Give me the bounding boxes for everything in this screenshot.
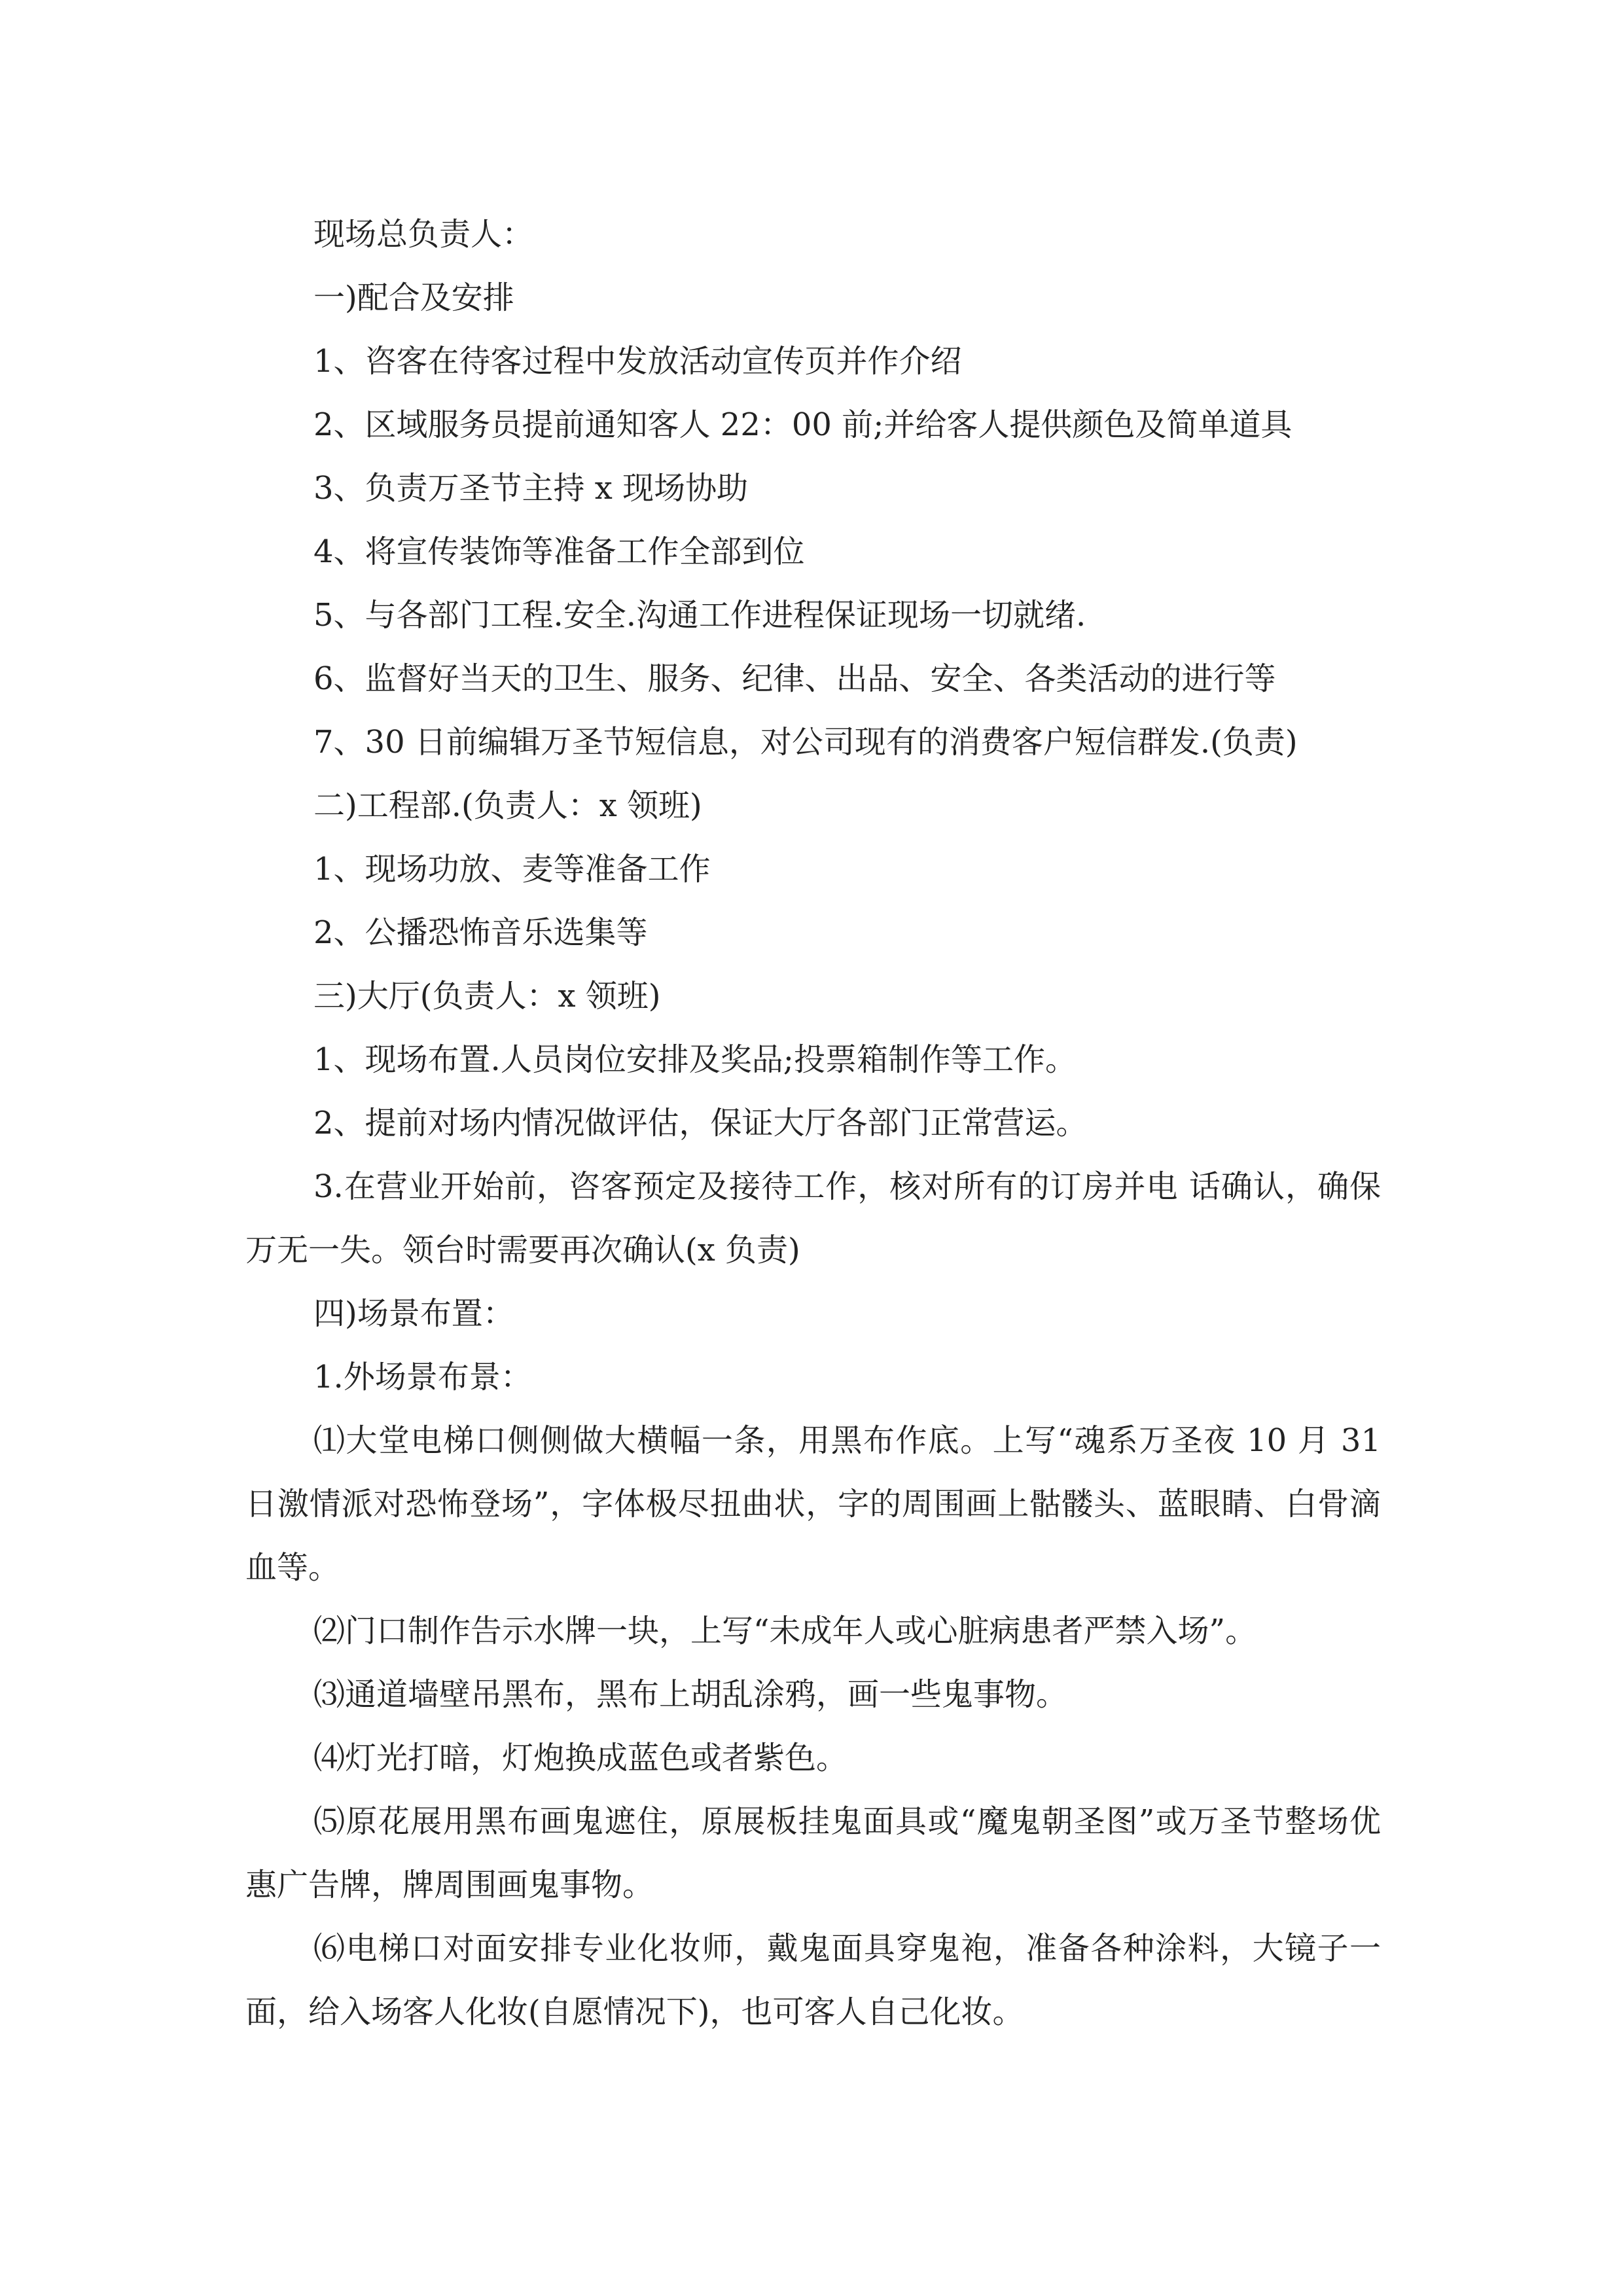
list-item: 5、与各部门工程.安全.沟通工作进程保证现场一切就绪. [313, 597, 1086, 634]
document-body [245, 203, 1381, 2044]
list-item: 7、30 日前编辑万圣节短信息，对公司现有的消费客户短信群发.(负责) [313, 724, 1298, 761]
list-item: 2、公播恐怖音乐选集等 [313, 914, 648, 951]
section-heading: 二)工程部.(负责人：x 领班) [313, 787, 702, 824]
list-item: 1、现场功放、麦等准备工作 [313, 851, 711, 888]
list-item-paragraph: 3.在营业开始前，咨客预定及接待工作，核对所有的订房并电 话确认，确保万无一失。领台时需要再次确认(x 负责) [245, 1168, 1381, 1268]
scene-item: ⑹电梯口对面安排专业化妆师，戴鬼面具穿鬼袍，准备各种涂料，大镜子一面，给入场客人化妆(自愿情况下)，也可客人自己化妆。 [245, 1930, 1381, 2030]
list-item: 2、区域服务员提前通知客人 22：00 前;并给客人提供颜色及简单道具 [313, 406, 1293, 443]
scene-item: ⑶通道墙壁吊黑布，黑布上胡乱涂鸦，画一些鬼事物。 [313, 1676, 1068, 1713]
list-item: 3、负责万圣节主持 x 现场协助 [313, 470, 749, 507]
list-item: 1、现场布置.人员岗位安排及奖品;投票箱制作等工作。 [313, 1041, 1077, 1078]
scene-item: ⑴大堂电梯口侧侧做大横幅一条，用黑布作底。上写“魂系万圣夜 10 月 31 日激情派对恐怖登场”，字体极尽扭曲状，字的周围画上骷髅头、蓝眼睛、白骨滴血等。 [245, 1422, 1381, 1586]
list-item: 1、咨客在待客过程中发放活动宣传页并作介绍 [313, 343, 962, 380]
scene-item: ⑸原花展用黑布画鬼遮住，原展板挂鬼面具或“魔鬼朝圣图”或万圣节整场优惠广告牌，牌周围画鬼事物。 [245, 1803, 1381, 1903]
subsection-heading: 1.外场景布景： [313, 1359, 532, 1395]
scene-item: ⑵门口制作告示水牌一块，上写“未成年人或心脏病患者严禁入场”。 [313, 1613, 1257, 1649]
scene-item: ⑷灯光打暗，灯炮换成蓝色或者紫色。 [313, 1740, 848, 1776]
list-item: 2、提前对场内情况做评估，保证大厅各部门正常营运。 [313, 1105, 1088, 1141]
section-heading: 一)配合及安排 [313, 279, 514, 316]
section-heading: 四)场景布置： [313, 1295, 514, 1332]
section-heading: 三)大厅(负责人：x 领班) [313, 978, 661, 1014]
list-item: 4、将宣传装饰等准备工作全部到位 [313, 533, 805, 570]
text-line: 现场总负责人： [313, 216, 534, 253]
list-item: 6、监督好当天的卫生、服务、纪律、出品、安全、各类活动的进行等 [313, 660, 1276, 697]
